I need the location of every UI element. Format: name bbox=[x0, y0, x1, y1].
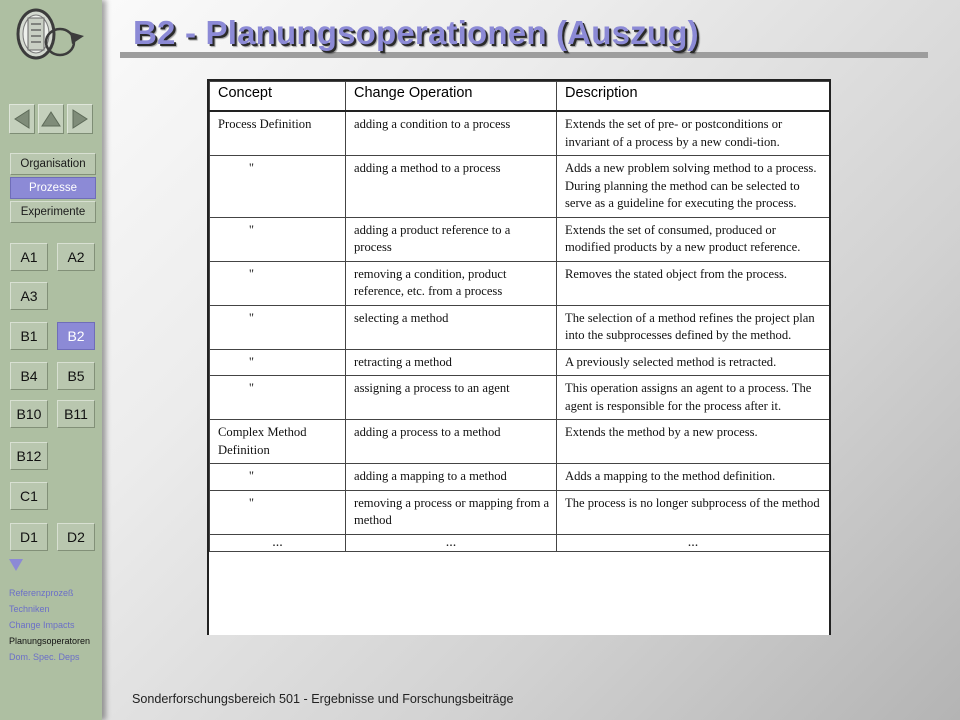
nav-tile-b10[interactable]: B10 bbox=[10, 400, 48, 428]
arrow-down-icon[interactable] bbox=[8, 558, 24, 572]
nav-tile-d1[interactable]: D1 bbox=[10, 523, 48, 551]
cell-description: This operation assigns an agent to a process. The agent is responsible for the process after it. bbox=[557, 376, 830, 420]
cell-operation: removing a process or mapping from a method bbox=[346, 490, 557, 534]
cell-operation: retracting a method bbox=[346, 349, 557, 376]
cell-concept: " bbox=[210, 376, 346, 420]
arrow-right-icon bbox=[71, 109, 89, 129]
sublink-techniken[interactable]: Techniken bbox=[9, 604, 50, 614]
table-row bbox=[210, 111, 830, 156]
cell-operation: adding a method to a process bbox=[346, 156, 557, 218]
nav-tile-a3[interactable]: A3 bbox=[10, 282, 48, 310]
page-title: B2 - Planungsoperationen (Auszug) bbox=[133, 14, 699, 51]
operations-table bbox=[209, 81, 830, 552]
sublink-change-impacts[interactable]: Change Impacts bbox=[9, 620, 75, 630]
cell-ellipsis: ... bbox=[210, 534, 346, 551]
nav-tile-b5[interactable]: B5 bbox=[57, 362, 95, 390]
cell-description: Extends the set of pre- or postconditions or invariant of a process by a new condi-tion. bbox=[557, 111, 830, 156]
nav-tile-b1[interactable]: B1 bbox=[10, 322, 48, 350]
cell-ellipsis: ... bbox=[346, 534, 557, 551]
cell-concept: " bbox=[210, 349, 346, 376]
cell-operation: assigning a process to an agent bbox=[346, 376, 557, 420]
cell-concept: " bbox=[210, 261, 346, 305]
table-row bbox=[210, 420, 830, 464]
table-row bbox=[210, 464, 830, 491]
column-header-change-operation: Change Operation bbox=[346, 82, 557, 112]
table-row bbox=[210, 305, 830, 349]
table-row-ellipsis bbox=[210, 534, 830, 551]
cell-ellipsis: ... bbox=[557, 534, 830, 551]
cell-operation: adding a process to a method bbox=[346, 420, 557, 464]
sublink-planungsoperatoren[interactable]: Planungsoperatoren bbox=[9, 636, 91, 646]
table-row bbox=[210, 261, 830, 305]
sublink-referenzprozess[interactable]: Referenzprozeß bbox=[9, 588, 74, 598]
cell-operation: removing a condition, product reference, etc. from a process bbox=[346, 261, 557, 305]
sublink-dom-spec-deps[interactable]: Dom. Spec. Deps bbox=[9, 652, 80, 662]
cell-concept: Process Definition bbox=[210, 111, 346, 156]
arrow-left-icon bbox=[13, 109, 31, 129]
cell-concept: " bbox=[210, 464, 346, 491]
cell-operation: selecting a method bbox=[346, 305, 557, 349]
nav-tile-c1[interactable]: C1 bbox=[10, 482, 48, 510]
table-row bbox=[210, 490, 830, 534]
table-row bbox=[210, 217, 830, 261]
nav-tile-b4[interactable]: B4 bbox=[10, 362, 48, 390]
next-slide-button[interactable] bbox=[67, 104, 93, 134]
cell-operation: adding a condition to a process bbox=[346, 111, 557, 156]
cell-concept: " bbox=[210, 490, 346, 534]
cell-description: The selection of a method refines the project plan into the subprocesses defined by the method. bbox=[557, 305, 830, 349]
cell-description: Extends the method by a new process. bbox=[557, 420, 830, 464]
cell-description: A previously selected method is retracted. bbox=[557, 349, 830, 376]
nav-tile-b11[interactable]: B11 bbox=[57, 400, 95, 428]
operations-table-container bbox=[207, 79, 831, 635]
prev-slide-button[interactable] bbox=[9, 104, 35, 134]
nav-tile-a2[interactable]: A2 bbox=[57, 243, 95, 271]
cell-description: The process is no longer subprocess of the method bbox=[557, 490, 830, 534]
nav-arrows bbox=[9, 104, 93, 134]
cell-operation: adding a product reference to a process bbox=[346, 217, 557, 261]
nav-tile-b2[interactable]: B2 bbox=[57, 322, 95, 350]
nav-tile-d2[interactable]: D2 bbox=[57, 523, 95, 551]
section-tab-prozesse[interactable]: Prozesse bbox=[10, 177, 96, 199]
cell-description: Adds a mapping to the method definition. bbox=[557, 464, 830, 491]
cell-concept: Complex Method Definition bbox=[210, 420, 346, 464]
nav-tile-a1[interactable]: A1 bbox=[10, 243, 48, 271]
table-row bbox=[210, 349, 830, 376]
table-row bbox=[210, 376, 830, 420]
table-row bbox=[210, 156, 830, 218]
section-tab-organisation[interactable]: Organisation bbox=[10, 153, 96, 175]
column-header-concept: Concept bbox=[210, 82, 346, 112]
column-header-description: Description bbox=[557, 82, 830, 112]
cell-description: Adds a new problem solving method to a process. During planning the method can be selected to serve as a guideline for executing the process. bbox=[557, 156, 830, 218]
up-button[interactable] bbox=[38, 104, 64, 134]
nav-tile-b12[interactable]: B12 bbox=[10, 442, 48, 470]
section-tab-experimente[interactable]: Experimente bbox=[10, 201, 96, 223]
cell-concept: " bbox=[210, 217, 346, 261]
arrow-up-icon bbox=[41, 110, 61, 128]
cell-description: Removes the stated object from the process. bbox=[557, 261, 830, 305]
table-header-row bbox=[210, 82, 830, 112]
cell-description: Extends the set of consumed, produced or modified products by a new product reference. bbox=[557, 217, 830, 261]
sidebar bbox=[0, 0, 102, 720]
footer-text: Sonderforschungsbereich 501 - Ergebnisse und Forschungsbeiträge bbox=[132, 692, 514, 706]
cell-concept: " bbox=[210, 156, 346, 218]
title-underline bbox=[120, 52, 928, 58]
cell-operation: adding a mapping to a method bbox=[346, 464, 557, 491]
sfb-logo-icon bbox=[14, 6, 86, 68]
cell-concept: " bbox=[210, 305, 346, 349]
